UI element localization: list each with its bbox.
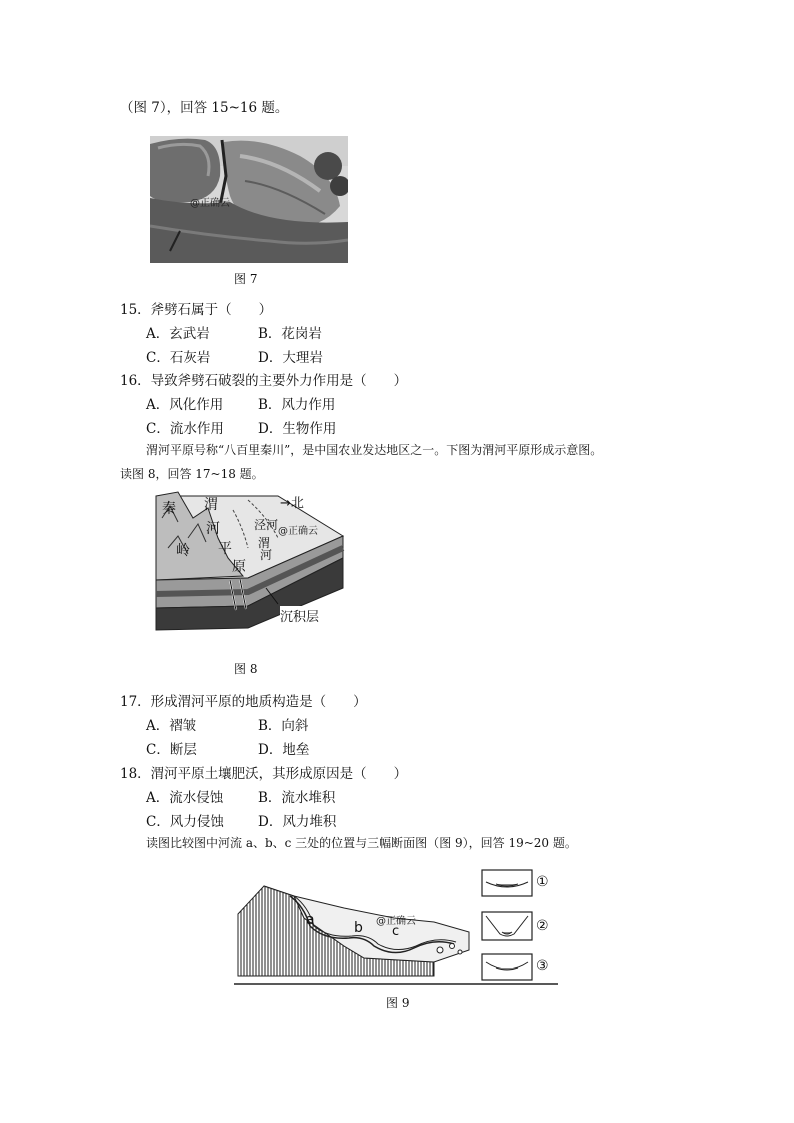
q17-option-a: A．褶皱: [146, 718, 197, 734]
figure-8-label-sediment: 沉积层: [280, 606, 319, 625]
passage-2-line-1: 渭河平原号称“八百里秦川”，是中国农业发达地区之一。下图为渭河平原形成示意图。: [146, 443, 603, 457]
figure-9-label-c: c: [392, 924, 400, 939]
q16-option-b: B．风力作用: [258, 397, 336, 413]
intro-line: （图 7），回答 15~16 题。: [120, 100, 289, 116]
q16-option-c: C．流水作用: [146, 421, 224, 437]
figure-8-label-he-1: 河: [206, 521, 220, 537]
figure-9-diagram: [234, 866, 558, 986]
q16-stem: 16．导致斧劈石破裂的主要外力作用是（ ）: [120, 373, 408, 389]
q15-option-b: B．花岗岩: [258, 326, 322, 342]
figure-8-label-ping: 平: [218, 541, 232, 557]
figure-7-caption: 图 7: [234, 272, 258, 286]
q15-option-d: D．大理岩: [258, 350, 323, 366]
q18-option-b: B．流水堆积: [258, 790, 336, 806]
figure-9-label-b: b: [354, 920, 363, 936]
figure-8-label-he-2: 河: [260, 548, 273, 562]
q18-option-d: D．风力堆积: [258, 814, 337, 830]
figure-8-label-qin: 秦: [162, 501, 176, 517]
q17-option-b: B．向斜: [258, 718, 309, 734]
q17-option-c: C．断层: [146, 742, 197, 758]
q18-option-c: C．风力侵蚀: [146, 814, 224, 830]
figure-8-label-yuan: 原: [232, 559, 246, 575]
q17-option-d: D．地垒: [258, 742, 310, 758]
figure-9-section-1-label: ①: [536, 874, 549, 890]
figure-9-section-3-label: ③: [536, 958, 549, 974]
figure-9-watermark: @正确云: [376, 916, 416, 927]
figure-8-watermark: @正确云: [278, 526, 318, 537]
figure-8-label-ling: 岭: [176, 543, 190, 559]
figure-9-section-2-label: ②: [536, 918, 549, 934]
figure-8-caption: 图 8: [234, 662, 258, 676]
figure-7-watermark: @正确云: [190, 198, 230, 209]
q16-option-a: A．风化作用: [146, 397, 224, 413]
q18-stem: 18．渭河平原土壤肥沃，其形成原因是（ ）: [120, 766, 408, 782]
passage-3-line-1: 读图比较图中河流 a、b、c 三处的位置与三幅断面图（图 9），回答 19~20 题。: [146, 836, 577, 850]
figure-7-photo: [150, 136, 348, 263]
figure-8-north-arrow: →北: [280, 496, 304, 511]
q15-option-a: A．玄武岩: [146, 326, 210, 342]
q18-option-a: A．流水侵蚀: [146, 790, 224, 806]
figure-8-label-wei-2: 渭: [258, 536, 271, 550]
figure-8-label-wei-1: 渭: [204, 497, 218, 513]
q15-stem: 15．斧劈石属于（ ）: [120, 302, 273, 318]
q15-option-c: C．石灰岩: [146, 350, 211, 366]
figure-8-label-jinghe: 泾河: [254, 518, 279, 532]
passage-2-line-2: 读图 8，回答 17~18 题。: [120, 467, 264, 481]
figure-9-label-a: a: [306, 912, 315, 928]
q16-option-d: D．生物作用: [258, 421, 337, 437]
q17-stem: 17．形成渭河平原的地质构造是（ ）: [120, 694, 367, 710]
figure-8-diagram: [148, 488, 348, 634]
figure-9-caption: 图 9: [386, 996, 410, 1010]
